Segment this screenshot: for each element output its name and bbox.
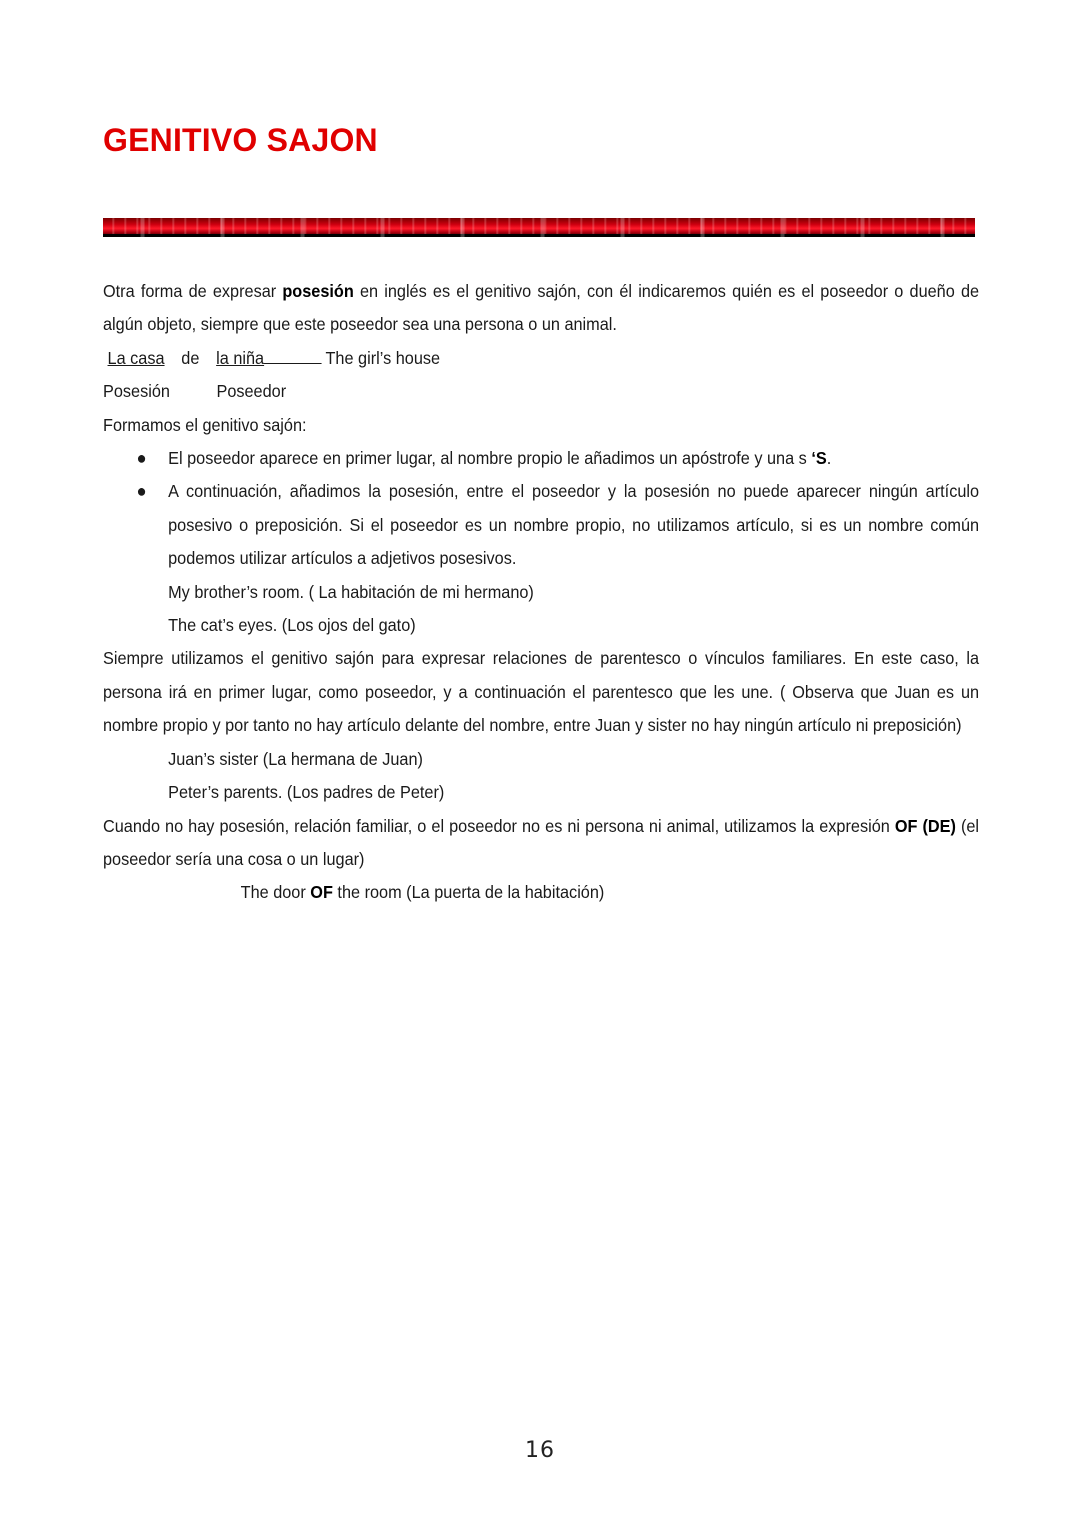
bullet-bold: ‘S bbox=[811, 448, 827, 469]
rules-list bbox=[103, 442, 979, 576]
of-example-text-2: the room (La puerta de la habitación) bbox=[332, 882, 605, 903]
example-sentence: The cat’s eyes. (Los ojos del gato) bbox=[168, 615, 416, 636]
of-rule-text-2: (el poseedor sería una cosa o un lugar) bbox=[103, 815, 980, 869]
bullet-text: A continuación, añadimos la posesión, entre el poseedor y la posesión no puede aparecer ningún artículo posesivo o preposición. Si el poseedor es un nombre propio, no utilizamos artículo, si es un nombre común podemos utilizar artículos a adjetivos posesivos. bbox=[168, 481, 980, 569]
of-rule-paragraph bbox=[103, 810, 979, 877]
bullet-tail: . bbox=[826, 448, 832, 469]
list-item bbox=[103, 475, 979, 575]
formamos-line: Formamos el genitivo sajón: bbox=[103, 414, 307, 435]
example-line bbox=[103, 342, 979, 375]
bullet-icon: ● bbox=[136, 481, 147, 502]
example-sentence: Juan’s sister (La hermana de Juan) bbox=[168, 748, 423, 769]
intro-bold: posesión bbox=[282, 281, 354, 301]
decorative-red-banner bbox=[103, 218, 975, 237]
bullet-text: El poseedor aparece en primer lugar, al nombre propio le añadimos un apóstrofe y una s bbox=[168, 448, 812, 469]
intro-text-1: Otra forma de expresar bbox=[103, 281, 283, 301]
labels-line bbox=[103, 375, 979, 408]
of-example bbox=[103, 876, 979, 909]
of-example-text-1: The door bbox=[240, 882, 311, 903]
example-sentence: My brother’s room. ( La habitación de mi hermano) bbox=[168, 581, 534, 602]
intro-text-2: en inglés es el genitivo sajón, con él indicaremos quién es el poseedor o dueño de algún objeto, siempre que este poseedor sea una persona o un animal. bbox=[103, 281, 980, 335]
page-number: 16 bbox=[525, 1438, 555, 1463]
list-item bbox=[103, 442, 979, 475]
english-example: The girl’s house bbox=[325, 347, 441, 368]
possessor-example: la niña bbox=[216, 347, 265, 368]
parentesco-paragraph: Siempre utilizamos el genitivo sajón para expresar relaciones de parentesco o vínculos familiares. En este caso, la persona irá en primer lugar, como poseedor, y a continuación el parentesco que les une. ( Observa que Juan es un nombre propio y por tanto no hay artículo delante del nombre, entre Juan y sister no hay ningún artículo ni preposición) bbox=[103, 648, 980, 736]
possessor-label: Poseedor bbox=[216, 381, 287, 402]
of-example-bold: OF bbox=[310, 882, 333, 903]
of-rule-bold: OF (DE) bbox=[894, 815, 956, 836]
blank-underline bbox=[264, 362, 322, 364]
page-title: GENITIVO SAJON bbox=[103, 122, 378, 158]
possession-example: La casa bbox=[107, 347, 165, 368]
document-body bbox=[103, 275, 979, 910]
example-sentence: Peter’s parents. (Los padres de Peter) bbox=[168, 782, 445, 803]
possession-label: Posesión bbox=[103, 381, 170, 402]
of-rule-text-1: Cuando no hay posesión, relación familiar, o el poseedor no es ni persona ni animal, utilizamos la expresión bbox=[103, 815, 895, 836]
bullet-icon: ● bbox=[136, 448, 147, 469]
intro-paragraph bbox=[103, 275, 979, 342]
de-word: de bbox=[181, 347, 200, 368]
